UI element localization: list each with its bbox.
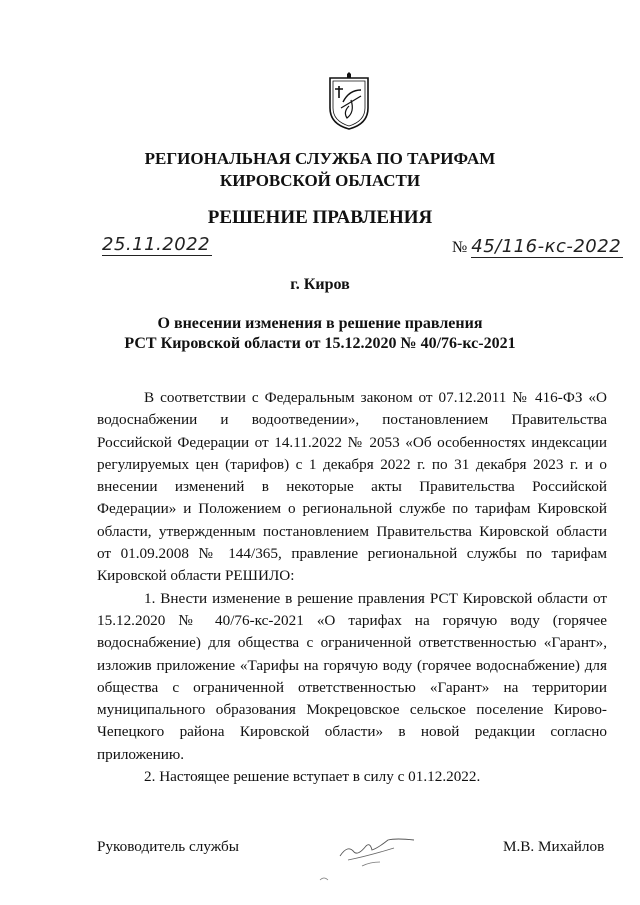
signatory-position: Руководитель службы — [97, 838, 239, 855]
paragraph-item-1: 1. Внести изменение в решение правления РСТ Кировской области от 15.12.2020 № 40/76-кс-2021 «О тарифах на горячую воду (горячее водоснабжение) для общества с ограниченной ответственностью «Гарант», изложив приложение «Тарифы на горячую воду (горячее водоснабжение) для общества с ограниченной ответственностью «Гарант» на территории муниципального образования Мокрецовское сельское поселение Кирово-Чепецкого района Кировской области» в новой редакции согласно приложению. — [97, 589, 607, 763]
number-value: 45/116-кс-2022 — [471, 236, 622, 257]
city: г. Киров — [290, 276, 350, 293]
coat-of-arms-icon — [327, 72, 371, 132]
subject-line2: РСТ Кировской области от 15.12.2020 № 40/76-кс-2021 — [124, 335, 516, 352]
paragraph-preamble: В соответствии с Федеральным законом от 07.12.2011 № 416-ФЗ «О водоснабжении и водоотведении», постановлением Правительства Российской Федерации от 14.11.2022 № 2053 «Об особенностях индексации регулируемых цен (тарифов) с 1 декабря 2022 г. по 31 декабря 2023 г. и о внесении изменений в некоторые акты Правительства Российской Федерации» и Положением о региональной службе по тарифам Кировской области, утвержденным постановлением Правительства Кировской области от 01.09.2008 № 144/365, правление региональной службы по тарифам Кировской области РЕШИЛО: — [97, 389, 607, 585]
decision-body — [97, 387, 607, 788]
org-name-line1: РЕГИОНАЛЬНАЯ СЛУЖБА ПО ТАРИФАМ — [144, 149, 496, 168]
paragraph-item-2: 2. Настоящее решение вступает в силу с 01.12.2022. — [144, 768, 481, 786]
subject-line1: О внесении изменения в решение правления — [157, 315, 483, 332]
org-name-line2: КИРОВСКОЙ ОБЛАСТИ — [219, 171, 421, 190]
document-type: РЕШЕНИЕ ПРАВЛЕНИЯ — [207, 207, 433, 228]
document-date — [102, 234, 212, 256]
date-value: 25.11.2022 — [102, 234, 211, 255]
handwritten-signature-icon — [318, 826, 428, 886]
number-sign: № — [452, 239, 468, 256]
document-number — [452, 236, 623, 258]
signatory-name: М.В. Михайлов — [503, 838, 605, 855]
